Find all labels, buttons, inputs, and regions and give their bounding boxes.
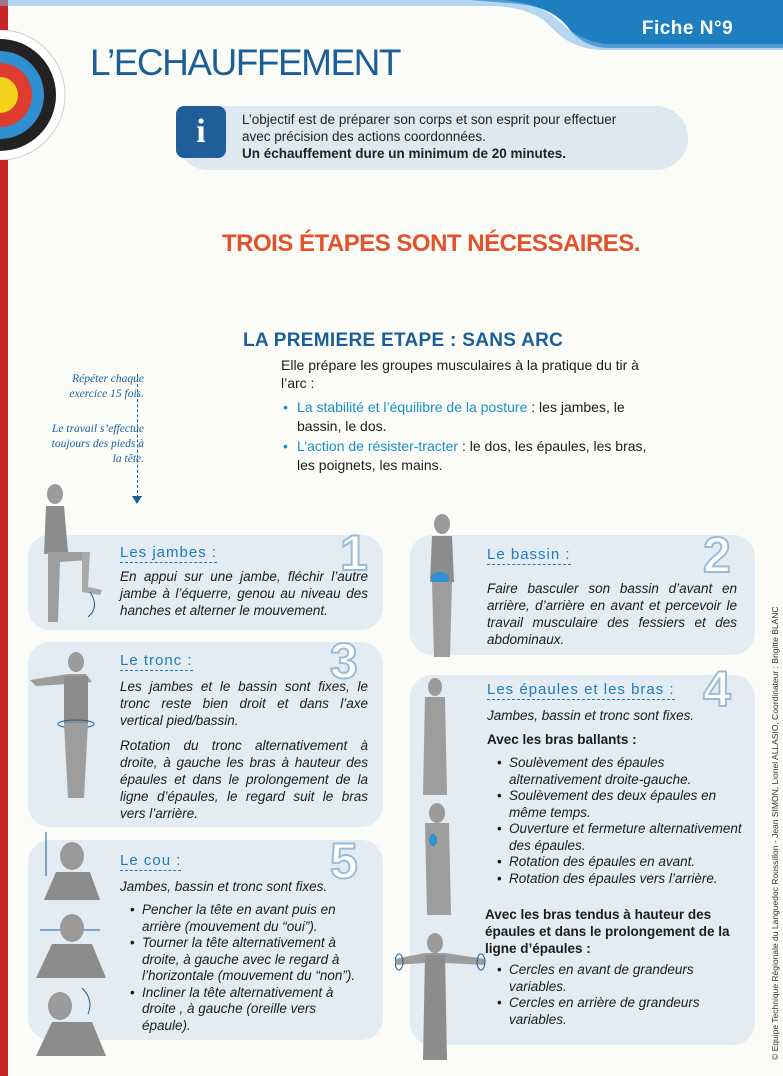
list-item-text: Tourner la tête alternativement à droite, à gauche avec le regard à l’horizontale (mouvement du “non”). [142, 935, 356, 983]
card-pelvis-number: 2 [703, 527, 731, 583]
card-shoulders-list-2 [497, 962, 742, 1028]
card-neck-list [130, 902, 368, 1034]
list-item-text: Pencher la tête en avant puis en arrière (mouvement du “oui”). [142, 902, 336, 934]
list-item-text: Cercles en avant de grandeurs variables. [509, 962, 694, 994]
list-item-text: Incliner la tête alternativement à droite , à gauche (oreille vers épaule). [142, 984, 334, 1033]
list-item-text: Cercles en arrière de grandeurs variables. [509, 995, 700, 1027]
list-item: • Incliner la tête alternativement à droite , à gauche (oreille vers épaule). [130, 984, 334, 1033]
card-trunk-text [120, 678, 368, 830]
credit-text: © Equipe Technique Régionale du Languedoc Roussillon - Jean SIMON, Lionel ALLASIO, Coordinateur : Brigitte BLANC [770, 606, 780, 1060]
list-item: • Pencher la tête en avant puis en arrière (mouvement du “oui”). [130, 902, 336, 934]
down-arrow-icon [132, 496, 142, 504]
card-shoulders-heading-1: Avec les bras ballants : [487, 732, 637, 747]
list-item: • Cercles en avant de grandeurs variables. [497, 962, 694, 994]
first-step-intro: Elle prépare les groupes musculaires à la pratique du tir à l’arc : [281, 357, 639, 391]
card-trunk-para-2: Rotation du tronc alternativement à droite, à gauche les bras à hauteur des épaules et dans le prolongement de la ligne d’épaules, le regard suit le bras vers l’arrière. [120, 738, 368, 821]
info-line-2: avec précision des actions coordonnées. [242, 129, 486, 144]
card-shoulders-heading-2: Avec les bras tendus à hauteur des épaules et dans le prolongement de la ligne d’épaules : [485, 907, 730, 956]
card-trunk-para-1: Les jambes et le bassin sont fixes, le tronc reste bien droit et dans l’axe vertical pied/bassin. [120, 679, 368, 728]
card-trunk-title: Le tronc : [120, 652, 193, 669]
card-neck-intro: Jambes, bassin et tronc sont fixes. [120, 879, 328, 894]
card-legs-number: 1 [340, 525, 368, 581]
list-item: • Ouverture et fermeture alternativement des épaules. [497, 821, 742, 853]
list-item: • Cercles en arrière de grandeurs variables. [497, 995, 700, 1027]
three-steps-heading: TROIS ÉTAPES SONT NÉCESSAIRES. [222, 230, 640, 257]
card-shoulders-title: Les épaules et les bras : [487, 681, 675, 698]
card-pelvis-title: Le bassin : [487, 546, 571, 563]
card-trunk-number: 3 [330, 633, 358, 689]
neck-exercise-heads-icon [30, 828, 110, 1058]
list-item-text: Rotation des épaules vers l’arrière. [509, 870, 718, 886]
bullet-lead: La stabilité et l’équilibre de la posture [297, 399, 528, 415]
first-step-bullet: • La stabilité et l’équilibre de la posture : les jambes, le bassin, le dos. [283, 399, 625, 434]
fiche-number: Fiche N°9 [641, 18, 734, 39]
list-item-text: Ouverture et fermeture alternativement des épaules. [509, 821, 742, 853]
list-item: • Soulèvement des épaules alternativement droite-gauche. [497, 755, 692, 787]
bullet-lead: L’action de résister-tracter [297, 438, 459, 454]
first-step-bullet: • L’action de résister-tracter : le dos, les épaules, les bras, les poignets, les mains. [283, 438, 647, 473]
card-pelvis-text: Faire basculer son bassin d’avant en arrière, d’arrière en avant et percevoir le travail musculaire des fessiers et des abdominaux. [487, 581, 737, 647]
card-neck-title: Le cou : [120, 852, 182, 869]
info-line-1: L’objectif est de préparer son corps et son esprit pour effectuer [242, 112, 617, 127]
info-icon: i [176, 106, 226, 158]
card-shoulders-number: 4 [703, 661, 731, 717]
leg-exercise-figure-icon [30, 482, 110, 632]
card-neck-number: 5 [330, 833, 358, 889]
card-shoulders-intro: Jambes, bassin et tronc sont fixes. [487, 708, 695, 723]
list-item-text: Soulèvement des épaules alternativement droite-gauche. [509, 755, 692, 787]
info-line-3: Un échauffement dure un minimum de 20 minutes. [242, 146, 567, 161]
trunk-exercise-figure-icon [28, 648, 118, 808]
list-item: • Soulèvement des deux épaules en même temps. [497, 788, 717, 820]
list-item-text: Rotation des épaules en avant. [509, 854, 696, 869]
page-title: L’ECHAUFFEMENT [90, 42, 400, 83]
first-step-title: LA PREMIERE ETAPE : SANS ARC [243, 330, 564, 351]
shoulder-exercise-figures-icon [395, 675, 495, 1070]
pelvis-exercise-figure-icon [418, 512, 468, 664]
card-shoulders-list-1 [497, 755, 742, 887]
note-dashed-line [137, 374, 138, 498]
bullet-rest: : le dos, les épaules, les bras, les poignets, les mains. [297, 438, 647, 473]
info-text [242, 111, 672, 162]
list-item: • Rotation des épaules en avant. [497, 854, 696, 869]
list-item-text: Soulèvement des deux épaules en même temps. [509, 788, 717, 820]
archery-target-icon [0, 30, 72, 160]
list-item: • Rotation des épaules vers l’arrière. [497, 870, 718, 886]
list-item: • Tourner la tête alternativement à droite, à gauche avec le regard à l’horizontale (mouvement du “non”). [130, 935, 356, 983]
card-legs-text: En appui sur une jambe, fléchir l’autre jambe à l’équerre, genou au niveau des hanches et alterner le mouvement. [120, 569, 368, 618]
bullet-rest: : les jambes, le bassin, le dos. [297, 399, 625, 434]
card-legs-title: Les jambes : [120, 544, 218, 561]
order-note: Le travail s’effectue toujours des pieds à la tête. [51, 423, 144, 465]
repeat-note: Répéter chaque exercice 15 fois. [69, 373, 144, 400]
left-red-strip [0, 0, 8, 1076]
